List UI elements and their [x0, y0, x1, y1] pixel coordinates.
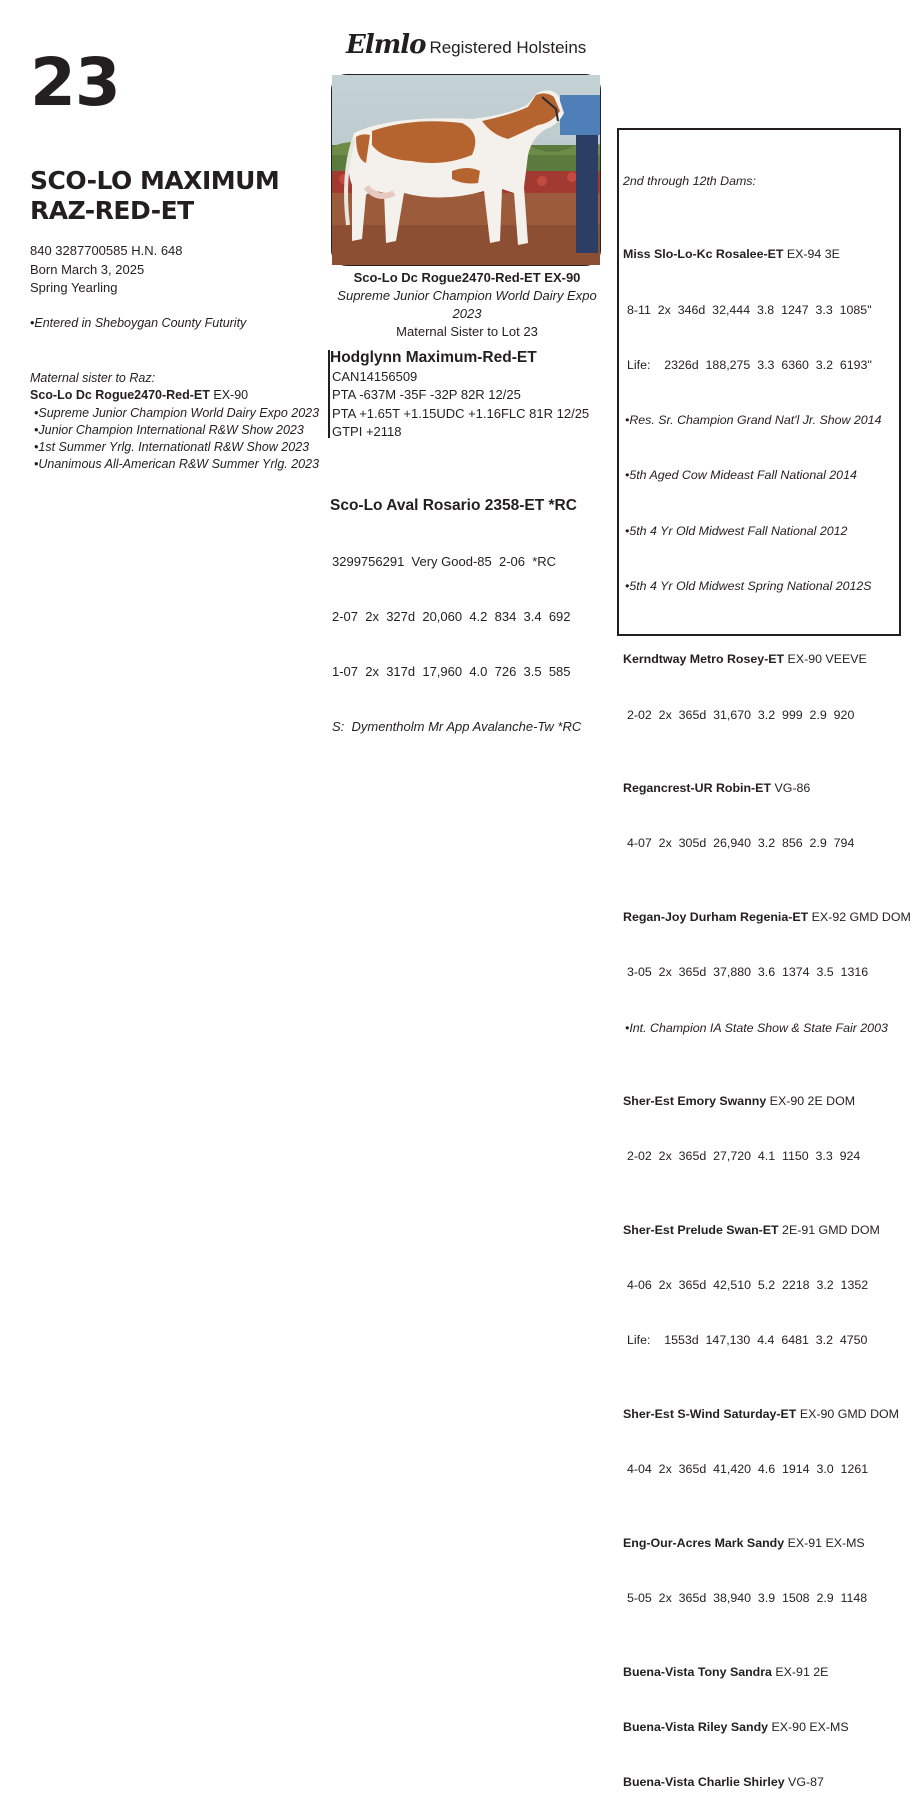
caption-note: Maternal Sister to Lot 23 [396, 324, 538, 339]
dam-name: Sco-Lo Aval Rosario 2358-ET *RC [330, 496, 577, 514]
dam-entry-score: EX-92 GMD DOM [808, 910, 911, 925]
dam-record: 2-02 2x 365d 27,720 4.1 1150 3.3 924 [627, 1149, 861, 1164]
sire-line: CAN14156509 [332, 369, 418, 384]
dam-note: •5th 4 Yr Old Midwest Fall National 2012 [625, 523, 848, 538]
pedigree-heading: 2nd through 12th Dams: [623, 173, 756, 188]
dam-note: •5th Aged Cow Mideast Fall National 2014 [625, 468, 857, 483]
sire-block [330, 348, 589, 442]
dam-entry-score: EX-91 EX-MS [784, 1535, 865, 1550]
animal-name-line1: SCO-LO MAXIMUM [30, 166, 280, 195]
sire-line: PTA -637M -35F -32P 82R 12/25 [332, 387, 521, 403]
dam-note: •Int. Champion IA State Show & State Fair 2003 [625, 1020, 888, 1035]
dam-entry-name: Buena-Vista Tony Sandra [623, 1664, 772, 1679]
elmlo-logo [346, 30, 586, 60]
dam-sire-line: S: Dymentholm Mr App Avalanche-Tw *RC [332, 719, 582, 735]
dam-record: 2-02 2x 365d 31,670 3.2 999 2.9 920 [627, 707, 855, 722]
dam-entry-name: Buena-Vista Riley Sandy [623, 1719, 769, 1734]
dam-entry [623, 1405, 911, 1423]
dam-record: 8-11 2x 346d 32,444 3.8 1247 3.3 1085" [627, 302, 872, 317]
dam-entry-score: EX-90 2E DOM [766, 1094, 856, 1109]
maternal-sister-award: •Junior Champion International R&W Show 2023 [34, 422, 304, 437]
animal-name-line2: RAZ-RED-ET [30, 196, 194, 225]
dam-entry [623, 1773, 911, 1791]
animal-info [30, 242, 183, 298]
logo-script: Elmlo [346, 30, 426, 60]
futurity-note: •Entered in Sheboygan County Futurity [30, 316, 247, 330]
dam-entry-name: Sher-Est S-Wind Saturday-ET [623, 1407, 797, 1422]
dam-entry-score: EX-90 VEEVE [784, 652, 867, 667]
dam-entry [623, 1092, 911, 1110]
caption-name: Sco-Lo Dc Rogue2470-Red-ET EX-90 [353, 270, 581, 285]
logo-text: Registered Holsteins [429, 38, 587, 57]
dam-entry [623, 908, 911, 926]
dam-entry-score: VG-86 [771, 781, 811, 796]
dam-note: •Res. Sr. Champion Grand Nat'l Jr. Show 2014 [625, 413, 882, 428]
maternal-sister-score: EX-90 [209, 388, 249, 403]
maternal-sister-award: •Unanimous All-American R&W Summer Yrlg. 2023 [34, 457, 320, 472]
maternal-sister-name: Sco-Lo Dc Rogue2470-Red-ET [30, 388, 210, 403]
dam-entry [623, 1221, 911, 1239]
dam-entry-name: Kerndtway Metro Rosey-ET [623, 652, 785, 667]
dam-entry [623, 650, 911, 668]
maternal-sister-name-line [30, 387, 319, 404]
dam-entry-score: VG-87 [784, 1775, 824, 1790]
dam-entry-name: Regan-Joy Durham Regenia-ET [623, 910, 809, 925]
maternal-sister-award: •1st Summer Yrlg. Internationatl R&W Show 2023 [34, 440, 310, 455]
dam-entry [623, 1718, 911, 1736]
dam-line: 1-07 2x 317d 17,960 4.0 726 3.5 585 [332, 664, 571, 680]
dam-record: 4-04 2x 365d 41,420 4.6 1914 3.0 1261 [627, 1462, 869, 1477]
dam-entry-score: EX-90 EX-MS [768, 1719, 849, 1734]
dam-record: Life: 1553d 147,130 4.4 6481 3.2 4750 [627, 1333, 868, 1348]
dam-record: 4-07 2x 305d 26,940 3.2 856 2.9 794 [627, 836, 855, 851]
age-class: Spring Yearling [30, 280, 118, 295]
cow-photo-illustration [332, 75, 600, 265]
registration-id: 840 3287700585 H.N. 648 [30, 243, 183, 258]
dam-entry [623, 779, 911, 797]
animal-name [30, 166, 279, 226]
sire-name: Hodglynn Maximum-Red-ET [330, 349, 537, 366]
dam-entry-name: Miss Slo-Lo-Kc Rosalee-ET [623, 247, 784, 262]
dam-record: 5-05 2x 365d 38,940 3.9 1508 2.9 1148 [627, 1591, 868, 1606]
dam-note: •5th 4 Yr Old Midwest Spring National 2012S [625, 578, 872, 593]
dam-entry-score: 2E-91 GMD DOM [778, 1222, 880, 1237]
dam-entry-name: Eng-Our-Acres Mark Sandy [623, 1535, 785, 1550]
dam-line: 2-07 2x 327d 20,060 4.2 834 3.4 692 [332, 608, 571, 624]
dam-record: 4-06 2x 365d 42,510 5.2 2218 3.2 1352 [627, 1278, 869, 1293]
maternal-sister-heading: Maternal sister to Raz: [30, 371, 156, 385]
photo-caption [322, 269, 612, 341]
dam-entry [623, 245, 911, 263]
dam-line: 3299756291 Very Good-85 2-06 *RC [332, 553, 557, 569]
lot-number: 23 [30, 44, 120, 121]
dam-record: Life: 2326d 188,275 3.3 6360 3.2 6193" [627, 357, 872, 372]
dam-entry-name: Regancrest-UR Robin-ET [623, 781, 772, 796]
sire-line: GTPI +2118 [332, 424, 402, 440]
caption-award: Supreme Junior Champion World Dairy Expo 2023 [337, 288, 597, 321]
dam-block [330, 459, 581, 755]
birth-date: Born March 3, 2025 [30, 261, 145, 277]
dam-entry-score: EX-91 2E [771, 1664, 829, 1679]
dam-entry [623, 1534, 911, 1552]
cow-photo [331, 74, 601, 266]
dam-entry [623, 1663, 911, 1681]
sire-line: PTA +1.65T +1.15UDC +1.16FLC 81R 12/25 [332, 405, 590, 421]
maternal-sister-award: •Supreme Junior Champion World Dairy Expo 2023 [34, 405, 320, 420]
dam-entry-name: Sher-Est Emory Swanny [623, 1094, 767, 1109]
maternal-sister-block [30, 370, 319, 474]
dam-entry-name: Buena-Vista Charlie Shirley [623, 1775, 785, 1790]
dam-entry-score: EX-94 3E [783, 247, 840, 262]
dam-entry-name: Sher-Est Prelude Swan-ET [623, 1222, 779, 1237]
pedigree-list [623, 135, 911, 1810]
dam-record: 3-05 2x 365d 37,880 3.6 1374 3.5 1316 [627, 965, 869, 980]
dam-entry-score: EX-90 GMD DOM [796, 1407, 899, 1422]
